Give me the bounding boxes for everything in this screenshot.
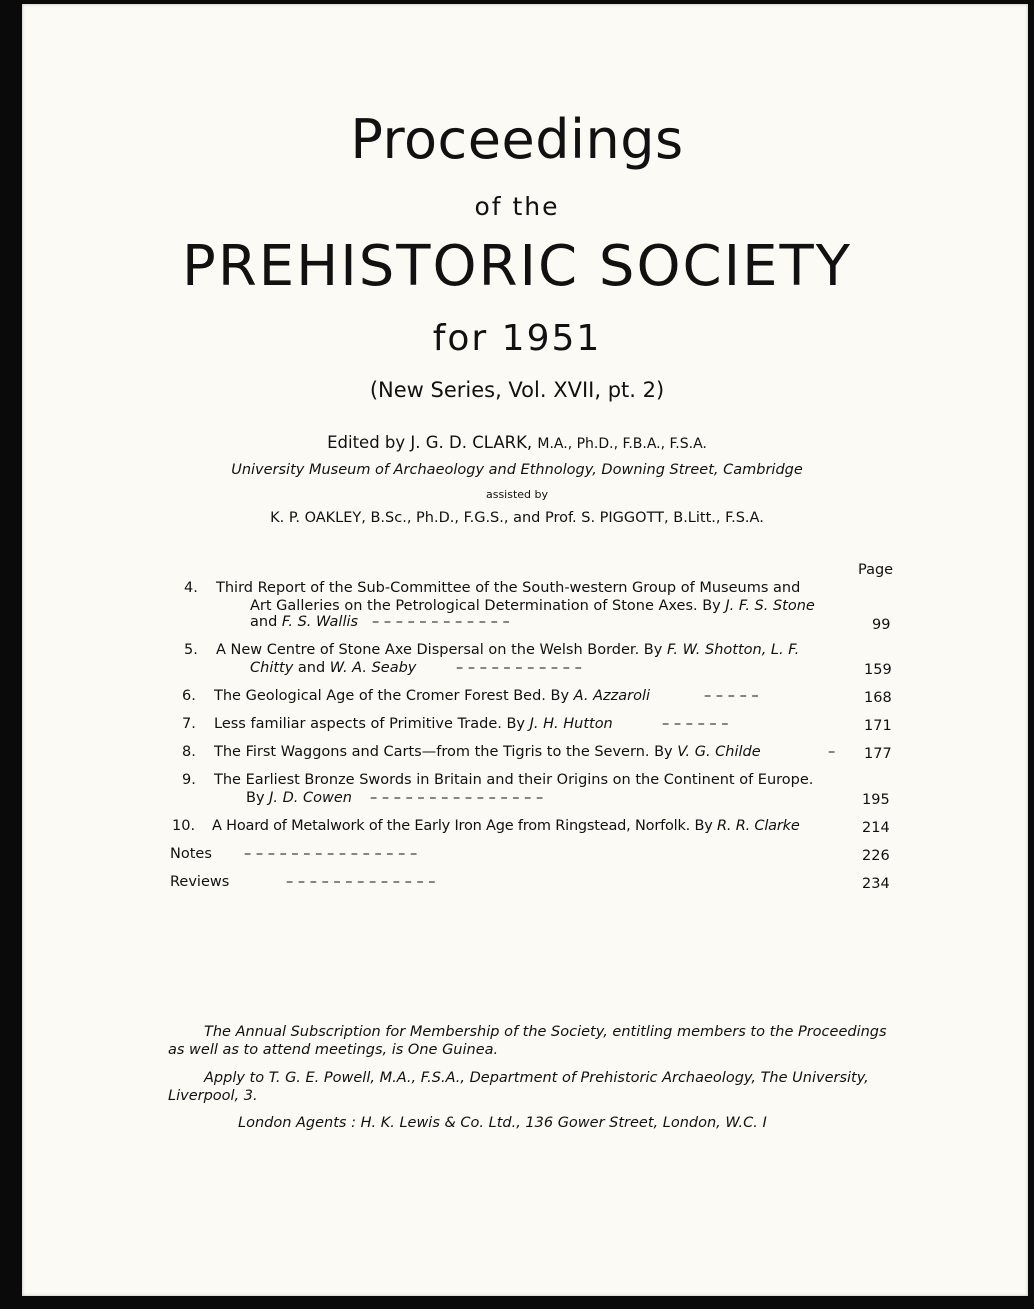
series-info: (New Series, Vol. XVII, pt. 2) [369, 378, 665, 402]
entry-number: 7. [182, 716, 196, 732]
assisted-by-label: assisted by [485, 488, 549, 501]
title-of-the: of the [474, 192, 560, 221]
entry-title-line: The Earliest Bronze Swords in Britain and their Origins on the Continent of Europe. [214, 772, 814, 788]
entry-title-line: The Geological Age of the Cromer Forest Bed. By A. Azzaroli [214, 688, 650, 704]
entry-number: 8. [182, 744, 196, 760]
entry-author: R. R. Clarke [717, 818, 800, 834]
entry-title-line: Third Report of the Sub-Committee of the South-western Group of Museums and [216, 580, 801, 596]
entry-page: 195 [862, 792, 890, 808]
entry-page: 171 [864, 718, 892, 734]
entry-number: 6. [182, 688, 196, 704]
page-column-header: Page [858, 562, 894, 578]
entry-title-line: Reviews [170, 874, 230, 890]
entry-title-line: Notes [170, 846, 212, 862]
leader-dashes: – – – – – [704, 688, 759, 704]
london-agents: London Agents : H. K. Lewis & Co. Ltd., 136 Gower Street, London, W.C. I [238, 1115, 767, 1131]
entry-page: 177 [864, 746, 892, 762]
apply-note-line: Apply to T. G. E. Powell, M.A., F.S.A., Department of Prehistoric Archaeology, The University, [204, 1070, 869, 1086]
entry-author: F. W. Shotton, L. F. [666, 642, 800, 658]
entry-author-line: and F. S. Wallis [250, 614, 359, 630]
editor-affiliation: University Museum of Archaeology and Ethnology, Downing Street, Cambridge [231, 462, 803, 478]
entry-author-line: By J. D. Cowen [246, 790, 352, 806]
assistant-editors: K. P. OAKLEY, B.Sc., Ph.D., F.G.S., and Prof. S. PIGGOTT, B.Litt., F.S.A. [270, 510, 764, 526]
entry-title-line: Art Galleries on the Petrological Determination of Stone Axes. By J. F. S. Stone [250, 598, 815, 614]
entry-page: 234 [862, 876, 890, 892]
entry-author-line: Chitty and W. A. Seaby [250, 660, 417, 676]
entry-title-line: A Hoard of Metalwork of the Early Iron Age from Ringstead, Norfolk. By R. R. Clarke [212, 818, 800, 834]
entry-number: 4. [184, 580, 198, 596]
entry-author: F. S. Wallis [281, 614, 359, 630]
entry-author: J. D. Cowen [269, 790, 352, 806]
entry-author: J. F. S. Stone [725, 598, 815, 614]
apply-note-line: Liverpool, 3. [168, 1088, 258, 1104]
entry-number: 9. [182, 772, 196, 788]
editor-name: Edited by J. G. D. CLARK, [327, 433, 533, 452]
entry-title-line: The First Waggons and Carts—from the Tigris to the Severn. By V. G. Childe [214, 744, 761, 760]
title-year: for 1951 [432, 318, 602, 359]
title-proceedings: Proceedings [350, 108, 684, 171]
entry-title-line: A New Centre of Stone Axe Dispersal on the Welsh Border. By F. W. Shotton, L. F. [216, 642, 800, 658]
leader-dashes: – – – – – – [662, 716, 729, 732]
entry-number: 5. [184, 642, 198, 658]
entry-page: 214 [862, 820, 890, 836]
entry-page: 99 [872, 617, 891, 633]
leader-dashes: – – – – – – – – – – – – – [286, 874, 436, 890]
entry-page: 159 [864, 662, 892, 678]
entry-author: A. Azzaroli [573, 688, 650, 704]
leader-dashes: – [828, 744, 836, 760]
entry-page: 226 [862, 848, 890, 864]
entry-page: 168 [864, 690, 892, 706]
entry-author: J. H. Hutton [529, 716, 613, 732]
entry-author: V. G. Childe [677, 744, 761, 760]
leader-dashes: – – – – – – – – – – – – [372, 614, 510, 630]
editor-degrees: M.A., Ph.D., F.B.A., F.S.A. [537, 436, 707, 452]
subscription-note-line: as well as to attend meetings, is One Guinea. [168, 1042, 499, 1058]
entry-title-line: Less familiar aspects of Primitive Trade. By J. H. Hutton [214, 716, 613, 732]
title-society: PREHISTORIC SOCIETY [182, 234, 852, 299]
leader-dashes: – – – – – – – – – – – – – – – [370, 790, 544, 806]
subscription-note-line: The Annual Subscription for Membership of the Society, entitling members to the Proceedings [204, 1024, 887, 1040]
leader-dashes: – – – – – – – – – – – – – – – [244, 846, 418, 862]
entry-number: 10. [172, 818, 196, 834]
leader-dashes: – – – – – – – – – – – [456, 660, 582, 676]
